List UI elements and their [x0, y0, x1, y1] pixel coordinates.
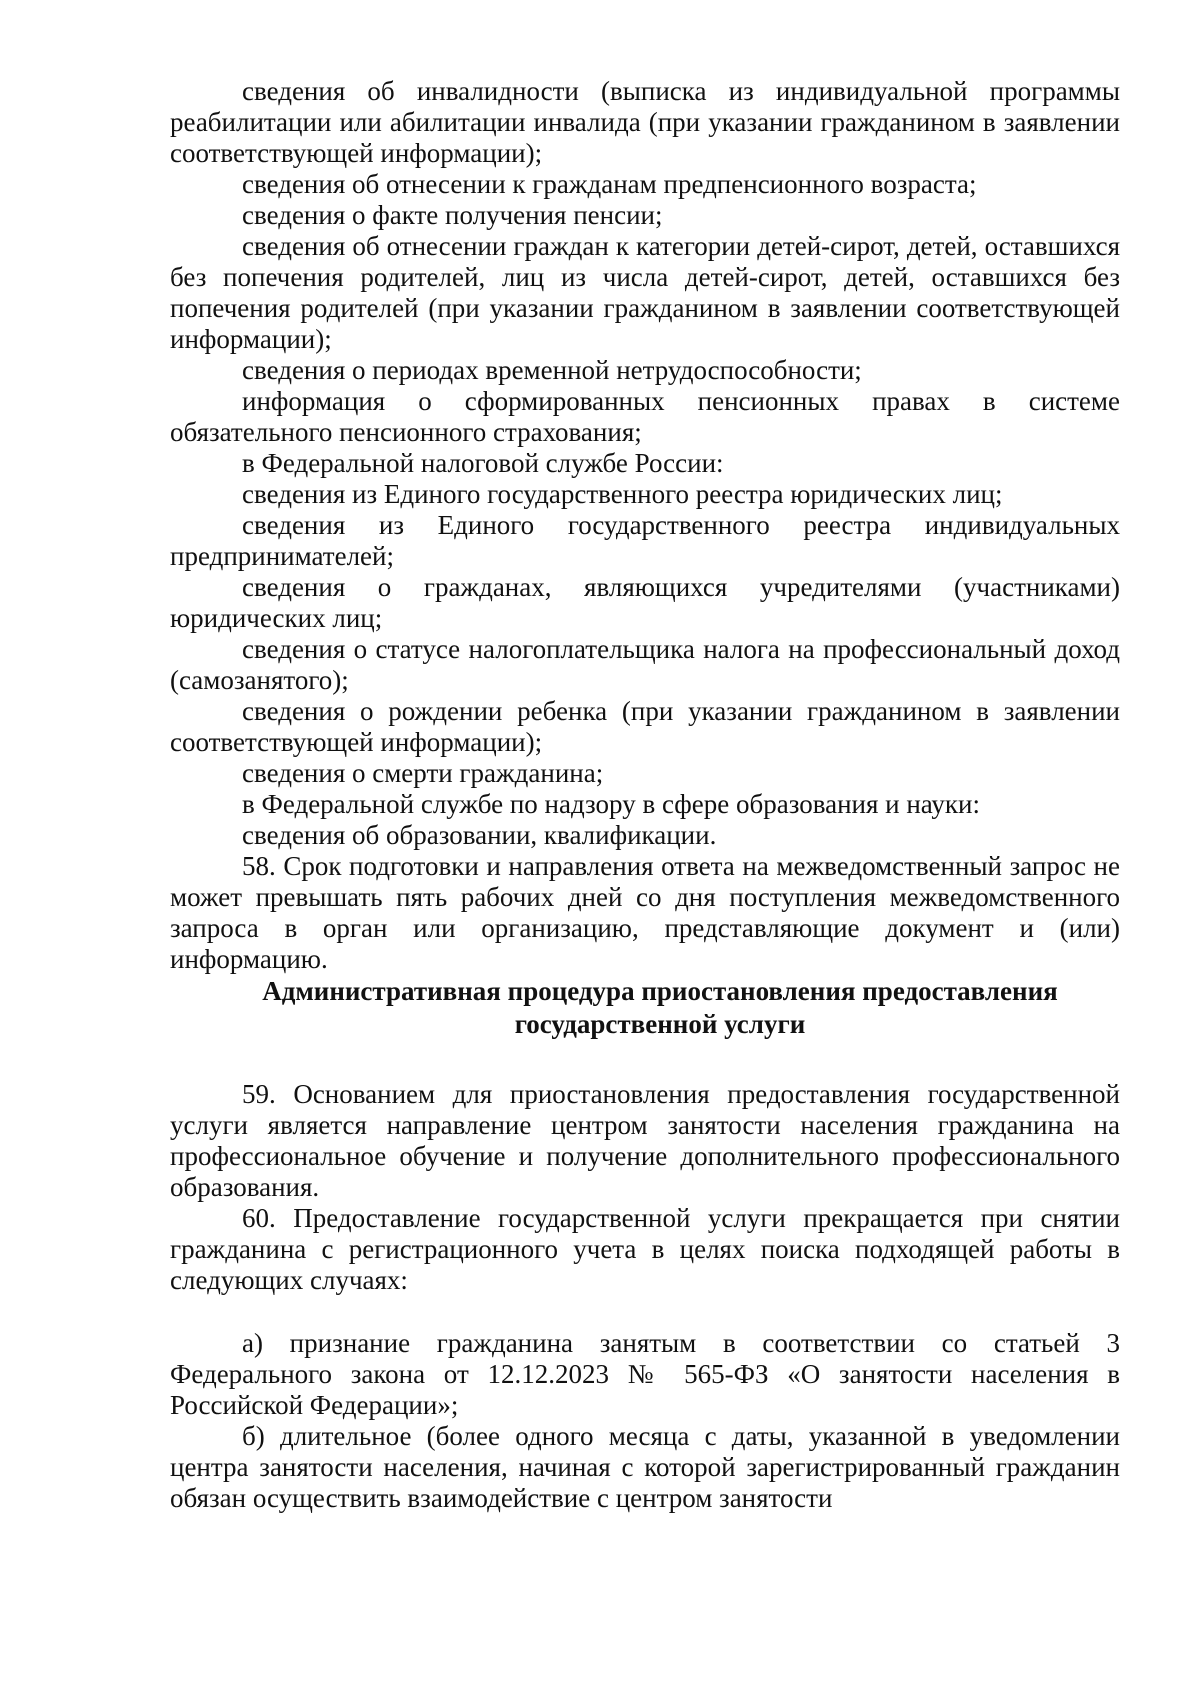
paragraph-self-employed: сведения о статусе налогоплательщика налога на профессиональный доход (самозанятого);	[170, 634, 1120, 695]
paragraph-tax-service: в Федеральной налоговой службе России:	[242, 448, 724, 478]
section-heading-line1: Административная процедура приостановления предоставления	[262, 976, 1058, 1006]
paragraph-legal-entities-register: сведения из Единого государственного реестра юридических лиц;	[242, 479, 1003, 509]
paragraph-orphans: сведения об отнесении граждан к категории детей-сирот, детей, оставшихся без попечения родителей, лиц из числа детей-сирот, детей, оставшихся без попечения родителей (при указании гражданином в заявлении соответствующей информации);	[170, 231, 1120, 354]
document-page	[170, 76, 1120, 1514]
paragraph-disability-periods: сведения о периодах временной нетрудоспособности;	[242, 355, 862, 385]
paragraph-pension: сведения о факте получения пенсии;	[242, 200, 663, 230]
section-heading-line2: государственной услуги	[514, 1009, 806, 1039]
paragraph-58: 58. Срок подготовки и направления ответа на межведомственный запрос не может превышать пять рабочих дней со дня поступления межведомственного запроса в орган или организацию, представляющие документ и (или) информацию.	[170, 851, 1120, 974]
paragraph-pre-retirement: сведения об отнесении к гражданам предпенсионного возраста;	[242, 169, 977, 199]
paragraph-60: 60. Предоставление государственной услуги прекращается при снятии гражданина с регистрационного учета в целях поиска подходящей работы в следующих случаях:	[170, 1203, 1120, 1295]
paragraph-60b: б) длительное (более одного месяца с даты, указанной в уведомлении центра занятости населения, начиная с которой зарегистрированный гражданин обязан осуществить взаимодействие с центром занятости	[170, 1421, 1120, 1513]
paragraph-child-birth: сведения о рождении ребенка (при указании гражданином в заявлении соответствующей информации);	[170, 696, 1120, 757]
paragraph-pension-rights: информация о сформированных пенсионных правах в системе обязательного пенсионного страхования;	[170, 386, 1120, 447]
paragraph-60a: а) признание гражданина занятым в соответствии со статьей 3 Федерального закона от 12.12.2023 № 565-ФЗ «О занятости населения в Российской Федерации»;	[170, 1328, 1120, 1420]
paragraph-entrepreneurs-register: сведения из Единого государственного реестра индивидуальных предпринимателей;	[170, 510, 1120, 571]
paragraph-founders: сведения о гражданах, являющихся учредителями (участниками) юридических лиц;	[170, 572, 1120, 633]
paragraph-education-service: в Федеральной службе по надзору в сфере образования и науки:	[242, 789, 980, 819]
paragraph-59: 59. Основанием для приостановления предоставления государственной услуги является направление центром занятости населения гражданина на профессиональное обучение и получение дополнительного профессионального образования.	[170, 1079, 1120, 1202]
paragraph-death: сведения о смерти гражданина;	[242, 758, 604, 788]
paragraph-disability-info: сведения об инвалидности (выписка из индивидуальной программы реабилитации или абилитации инвалида (при указании гражданином в заявлении соответствующей информации);	[170, 76, 1120, 168]
section-heading	[170, 975, 1120, 1041]
paragraph-education-info: сведения об образовании, квалификации.	[242, 820, 717, 850]
